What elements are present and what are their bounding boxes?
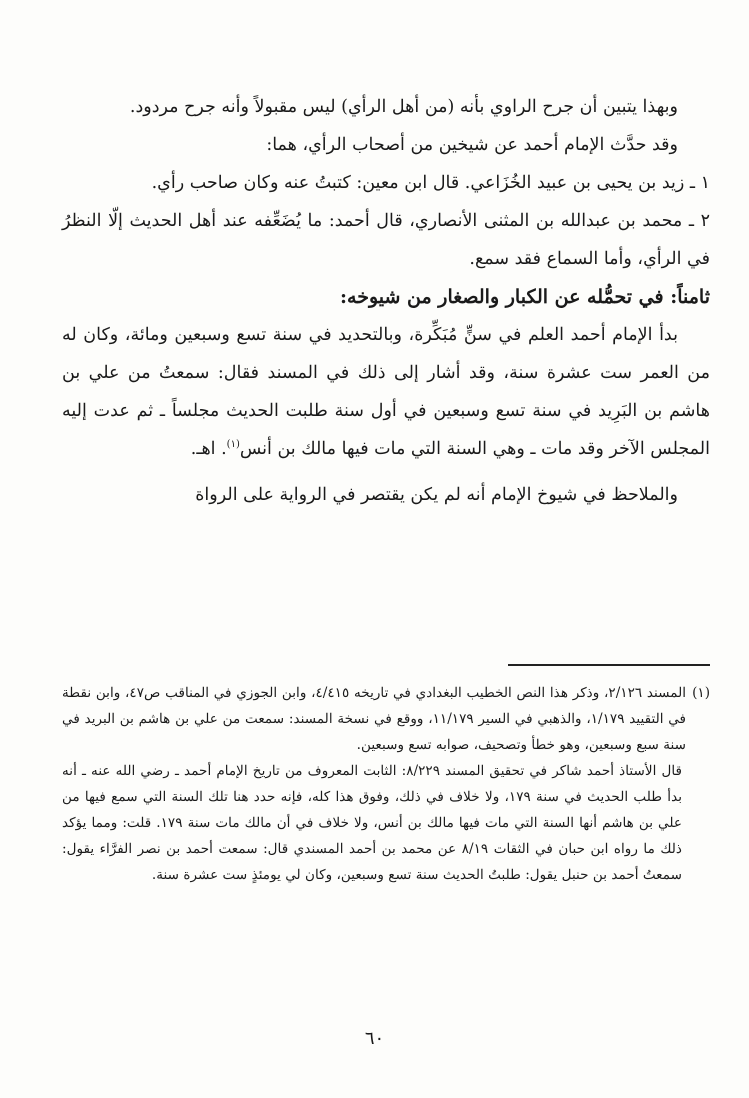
- footnote-1: [62, 680, 710, 758]
- footnote-text-part1: المسند ٢/١٢٦، وذكر هذا النص الخطيب البغدادي في تاريخه ٤/٤١٥، وابن الجوزي في المناقب ص٤٧، وابن نقطة في التقييد ١/١٧٩، والذهبي في السير ١١/١٧٩، ووقع في نسخة المسند: سمعت من علي بن هاشم بن البريد في سنة سبع وسبعين، وهو خطأ وتصحيف، صوابه تسع وسبعين.: [62, 685, 687, 753]
- spacer: [62, 468, 710, 476]
- list-item-2: ٢ ـ محمد بن عبدالله بن المثنى الأنصاري، قال أحمد: ما يُضَعِّفه عند أهل الحديث إلّا النظرُ في الرأي، وأما السماع فقد سمع.: [62, 211, 710, 269]
- main-text: [62, 88, 710, 514]
- section-heading: ثامناً: في تحمُّله عن الكبار والصغار من شيوخه:: [340, 286, 710, 308]
- paragraph-start-of-study: [62, 316, 710, 468]
- paragraph-two-sheikhs: وقد حدَّث الإمام أحمد عن شيخين من أصحاب الرأي، هما:: [266, 135, 678, 155]
- paragraph-start-text: بدأ الإمام أحمد العلم في سنٍّ مُبَكِّرة، وبالتحديد في سنة تسع وسبعين ومائة، وكان له من العمر ست عشرة سنة، وقد أشار إلى ذلك في المسند فقال: سمعتُ من علي بن هاشم بن البَرِيد في سنة تسع وسبعين في أول سنة طلبت الحديث مجلساً ـ ثم عدت إليه المجلس الآخر وقد مات ـ وهي السنة التي مات فيها مالك بن أنس: [62, 325, 710, 459]
- paragraph-observation: والملاحظ في شيوخ الإمام أنه لم يكن يقتصر في الرواية على الرواة: [195, 485, 678, 505]
- footnote-ref-1[interactable]: (١): [226, 439, 240, 451]
- list-item-1: ١ ـ زيد بن يحيى بن عبيد الخُزَاعي. قال ابن معين: كتبتُ عنه وكان صاحب رأي.: [151, 173, 710, 193]
- page-number: ٦٠: [364, 1028, 385, 1049]
- paragraph-conclusion: وبهذا يتبين أن جرح الراوي بأنه (من أهل الرأي) ليس مقبولاً وأنه جرح مردود.: [129, 97, 678, 117]
- footnote-number: (١): [692, 685, 710, 701]
- paragraph-start-end: . اهـ.: [190, 439, 227, 459]
- footnote-separator: [508, 664, 710, 666]
- footnote-text-part2: قال الأستاذ أحمد شاكر في تحقيق المسند ٨/٢٢٩: الثابت المعروف من تاريخ الإمام أحمد ـ رضي الله عنه ـ أنه بدأ طلب الحديث في سنة ١٧٩، ولا خلاف في ذلك، وفوق هذا كله، فإنه حدد هنا تلك السنة التي سمع فيها من علي بن هاشم أنها السنة التي مات فيها مالك بن أنس، ولا خلاف في أن مالك مات سنة ١٧٩. قلت: ومما يؤكد ذلك ما رواه ابن حبان في الثقات ٨/١٩ عن محمد بن أحمد المسندي قال: سمعت أحمد بن نصر الفرَّاء يقول: سمعتُ أحمد بن حنبل يقول: طلبتُ الحديث سنة تسع وسبعين، وكان لي يومئذٍ ست عشرة سنة.: [62, 763, 682, 883]
- footnotes: [62, 680, 710, 888]
